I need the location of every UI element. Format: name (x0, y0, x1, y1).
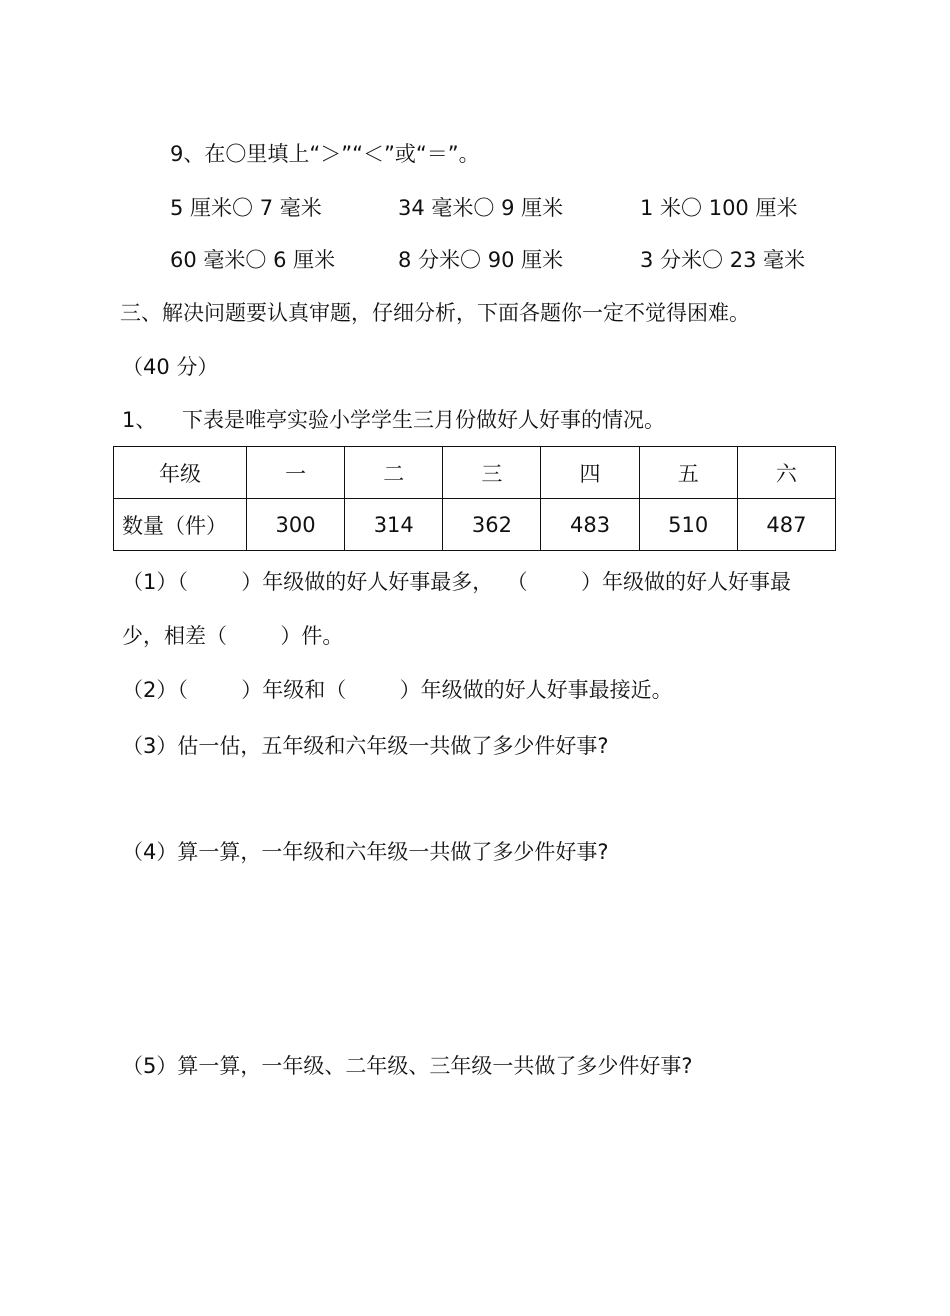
question-3: （3）估一估，五年级和六年级一共做了多少件好事? (122, 734, 609, 758)
count-cell: 300 (247, 499, 345, 551)
count-cell: 362 (443, 499, 541, 551)
question-1-line-1: （1）（ ）年级做的好人好事最多， （ ）年级做的好人好事最 (122, 570, 792, 594)
table-row (114, 499, 836, 551)
table-header-label: 年级 (114, 447, 247, 499)
count-cell: 314 (345, 499, 443, 551)
grade-cell: 三 (443, 447, 541, 499)
q9-item-6: 3 分米〇 23 毫米 (640, 248, 806, 272)
q9-item-3: 1 米〇 100 厘米 (640, 196, 798, 220)
count-cell: 487 (737, 499, 835, 551)
problem-1-intro: 下表是唯亭实验小学学生三月份做好人好事的情况。 (182, 408, 665, 432)
q9-item-4: 60 毫米〇 6 厘米 (170, 248, 336, 272)
section-3-score: （40 分） (122, 355, 219, 379)
problem-1-number: 1、 (122, 408, 157, 432)
question-4: （4）算一算，一年级和六年级一共做了多少件好事? (122, 840, 609, 864)
q9-item-5: 8 分米〇 90 厘米 (398, 248, 564, 272)
question-1-line-2: 少，相差（ ）件。 (122, 624, 344, 648)
section-3-heading: 三、解决问题要认真审题，仔细分析，下面各题你一定不觉得困难。 (120, 301, 750, 325)
grade-cell: 四 (541, 447, 639, 499)
table-row-label: 数量（件） (114, 499, 247, 551)
grade-cell: 六 (737, 447, 835, 499)
q9-item-1: 5 厘米〇 7 毫米 (170, 196, 322, 220)
q9-item-2: 34 毫米〇 9 厘米 (398, 196, 564, 220)
grade-cell: 五 (639, 447, 737, 499)
question-2: （2）（ ）年级和（ ）年级做的好人好事最接近。 (122, 678, 673, 702)
grade-cell: 二 (345, 447, 443, 499)
question-5: （5）算一算，一年级、二年级、三年级一共做了多少件好事? (122, 1054, 693, 1078)
table-row (114, 447, 836, 499)
grade-cell: 一 (247, 447, 345, 499)
good-deeds-table (113, 446, 836, 551)
count-cell: 510 (639, 499, 737, 551)
q9-title: 9、在〇里填上“＞”“＜”或“＝”。 (170, 142, 480, 166)
count-cell: 483 (541, 499, 639, 551)
